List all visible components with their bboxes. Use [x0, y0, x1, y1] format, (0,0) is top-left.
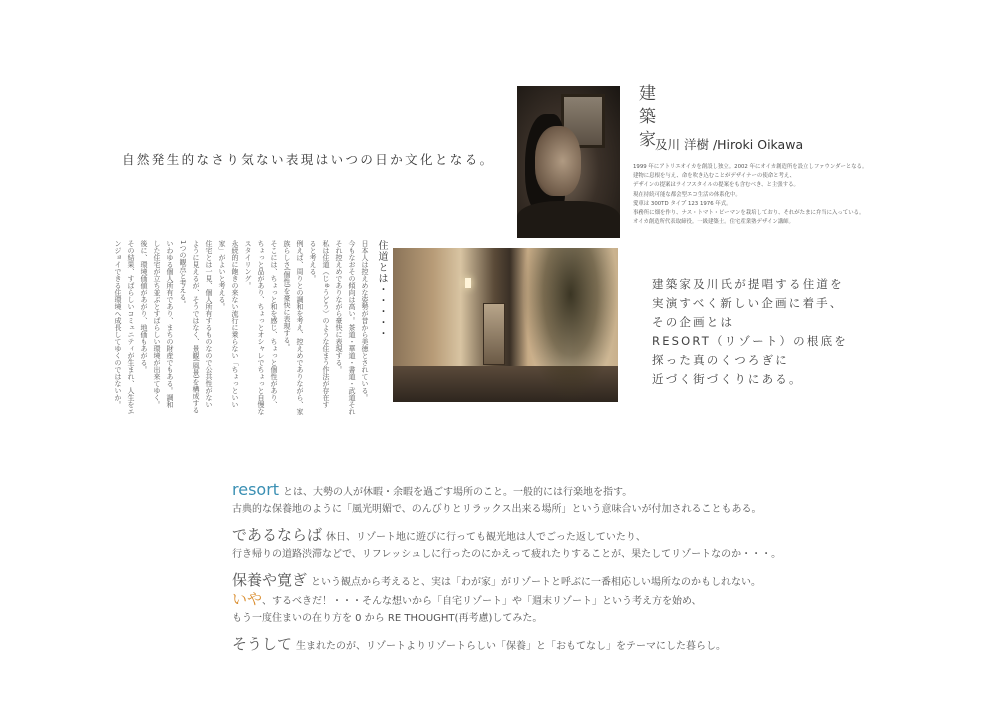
bio-line: 1999 年にアトリエオイカを創設し独立。2002 年にオイカ創造所を設立しファウンダーとなる。: [633, 164, 868, 170]
architect-name: 及川 洋樹 /Hiroki Oikawa: [655, 137, 804, 152]
story-text: 行き帰りの道路渋滞などで、リフレッシュしに行ったのにかえって疲れたりすることが、果たしてリゾートなのか・・・。: [232, 549, 782, 560]
jyudo-line: した住宅が立ち並ぶとすばらしい環境が出来てゆく。: [153, 240, 161, 408]
story-text: 、するべきだ！・・・そんな想いから「自宅リゾート」や「週末リゾート」という考え方を始め、: [262, 596, 702, 607]
jyudo-vertical-text: [104, 240, 388, 422]
concept-line: その企画とは: [652, 315, 735, 329]
jyudo-line: 今もなおその傾向は高い。茶道・華道・書道・武道それ: [348, 240, 356, 415]
story-paragraph: [232, 636, 781, 655]
jyudo-line: 住宅とは一見、個人所有するものなので公共性がない: [205, 240, 213, 408]
jyudo-line: スタイリング。: [244, 240, 252, 289]
jyudo-line: 私は住道（じゅうどう）のような住まう作法が存在す: [322, 240, 330, 408]
story-paragraph: [232, 527, 781, 563]
concept-statement: [652, 275, 848, 389]
jyudo-line: 日本人は控えめな姿勢が昔から美徳とされている。: [361, 240, 369, 401]
architect-title: 建築家: [635, 84, 655, 153]
jyudo-line: ると考える。: [309, 240, 317, 282]
story-text: 休日、リゾート地に遊びに行っても観光地は人でごった返していたり、: [326, 532, 646, 543]
story-paragraph: [232, 481, 781, 518]
jyudo-line: 族らしさ(個性)を豪快に表現する。: [283, 240, 291, 351]
jyudo-line: いわゆる個人所有であり、まちの財産でもある。調和: [166, 240, 174, 408]
keyword: であるならば: [232, 526, 323, 544]
keyword-iya: いや: [232, 590, 263, 608]
bio-line: 現在持続可能な都会型エコ生活の体系化中。: [633, 191, 741, 198]
keyword: そうして: [232, 635, 293, 653]
jyudo-line: その結果、すばらしいコミュニティが生まれ、人生をエ: [127, 240, 135, 415]
jyudo-line: ように見えるが、そうではなく、景観(風景)を構成する: [192, 240, 200, 414]
concept-line: 建築家及川氏が提唱する住道を: [652, 277, 844, 291]
story-text: もう一度住まいの在り方を 0 から RE THOUGHT(再考慮)してみた。: [232, 613, 543, 624]
jyudo-line: 家」がよいと考える。: [218, 240, 226, 310]
keyword: 保養や寛ぎ: [232, 571, 308, 589]
bio-line: 愛車は 300TD タイプ 123 1976 年式。: [633, 200, 732, 207]
architect-portrait-photo: [517, 86, 620, 238]
resort-story: [232, 481, 781, 664]
tagline: 自然発生的なさり気ない表現はいつの日か文化となる。: [122, 152, 495, 167]
jyudo-line: ンジョイできる住環境へ成長してゆくのではないか。: [114, 240, 122, 408]
bio-line: 事務所に畑を作り、ナス・トマト・ピーマンを栽培しており、それがたまに弁当に入っている。: [633, 210, 865, 217]
concept-line: 実演すべく新しい企画に着手、: [652, 296, 844, 310]
bio-line: オイカ創造所代表取締役。一級建築士。住宅産業塾デザイン講師。: [633, 219, 794, 226]
keyword-resort: resort: [232, 480, 280, 499]
concept-line: RESORT（リゾート）の根底を: [652, 334, 848, 348]
bio-line: デザインの提案はライフスタイルの提案をも含むべき、と主張する。: [633, 182, 799, 189]
story-text: 生まれたのが、リゾートよりリゾートらしい「保養」と「おもてなし」をテーマにした暮らし。: [296, 641, 727, 652]
jyudo-line: 1つの観点と考える。: [179, 240, 187, 308]
jyudo-line: 例えば、周りとの調和を考え、控えめでありながら、家: [296, 240, 304, 415]
jyudo-line: 後に、環境価値があがり、地価もあがる。: [140, 240, 148, 373]
story-text: 古典的な保養地のように「風光明媚で、のんびりとリラックス出来る場所」という意味合いが付加されることもある。: [232, 504, 762, 515]
concept-line: 近づく街づくりにある。: [652, 372, 803, 386]
jyudo-line: ちょっと品があり、ちょっとオシャレでちょっと自慢な: [257, 240, 265, 415]
jyudo-line: そこには、ちょっと和を感じ、ちょっと個性があり、: [270, 240, 278, 408]
interior-hallway-photo: [393, 248, 618, 402]
story-text: という観点から考えると、実は「わが家」がリゾートと呼ぶに一番相応しい場所なのかもしれない。: [311, 577, 762, 588]
story-paragraph: [232, 572, 781, 627]
architect-bio: [633, 163, 913, 227]
jyudo-line: それ控えめでありながら豪快に表現する。: [335, 240, 343, 373]
jyudo-heading: 住道とは・・・・・: [376, 240, 387, 339]
concept-line: 探った真のくつろぎに: [652, 353, 789, 367]
story-text: とは、大勢の人が休暇・余暇を過ごす場所のこと。一般的には行楽地を指す。: [283, 487, 633, 498]
jyudo-line: 永続的に飽きの来ない流行に乗らない「ちょっといい: [231, 240, 239, 408]
bio-line: 建物に息根を与え、命を吹き込むことがデザイナーの使命と考え、: [633, 173, 795, 180]
